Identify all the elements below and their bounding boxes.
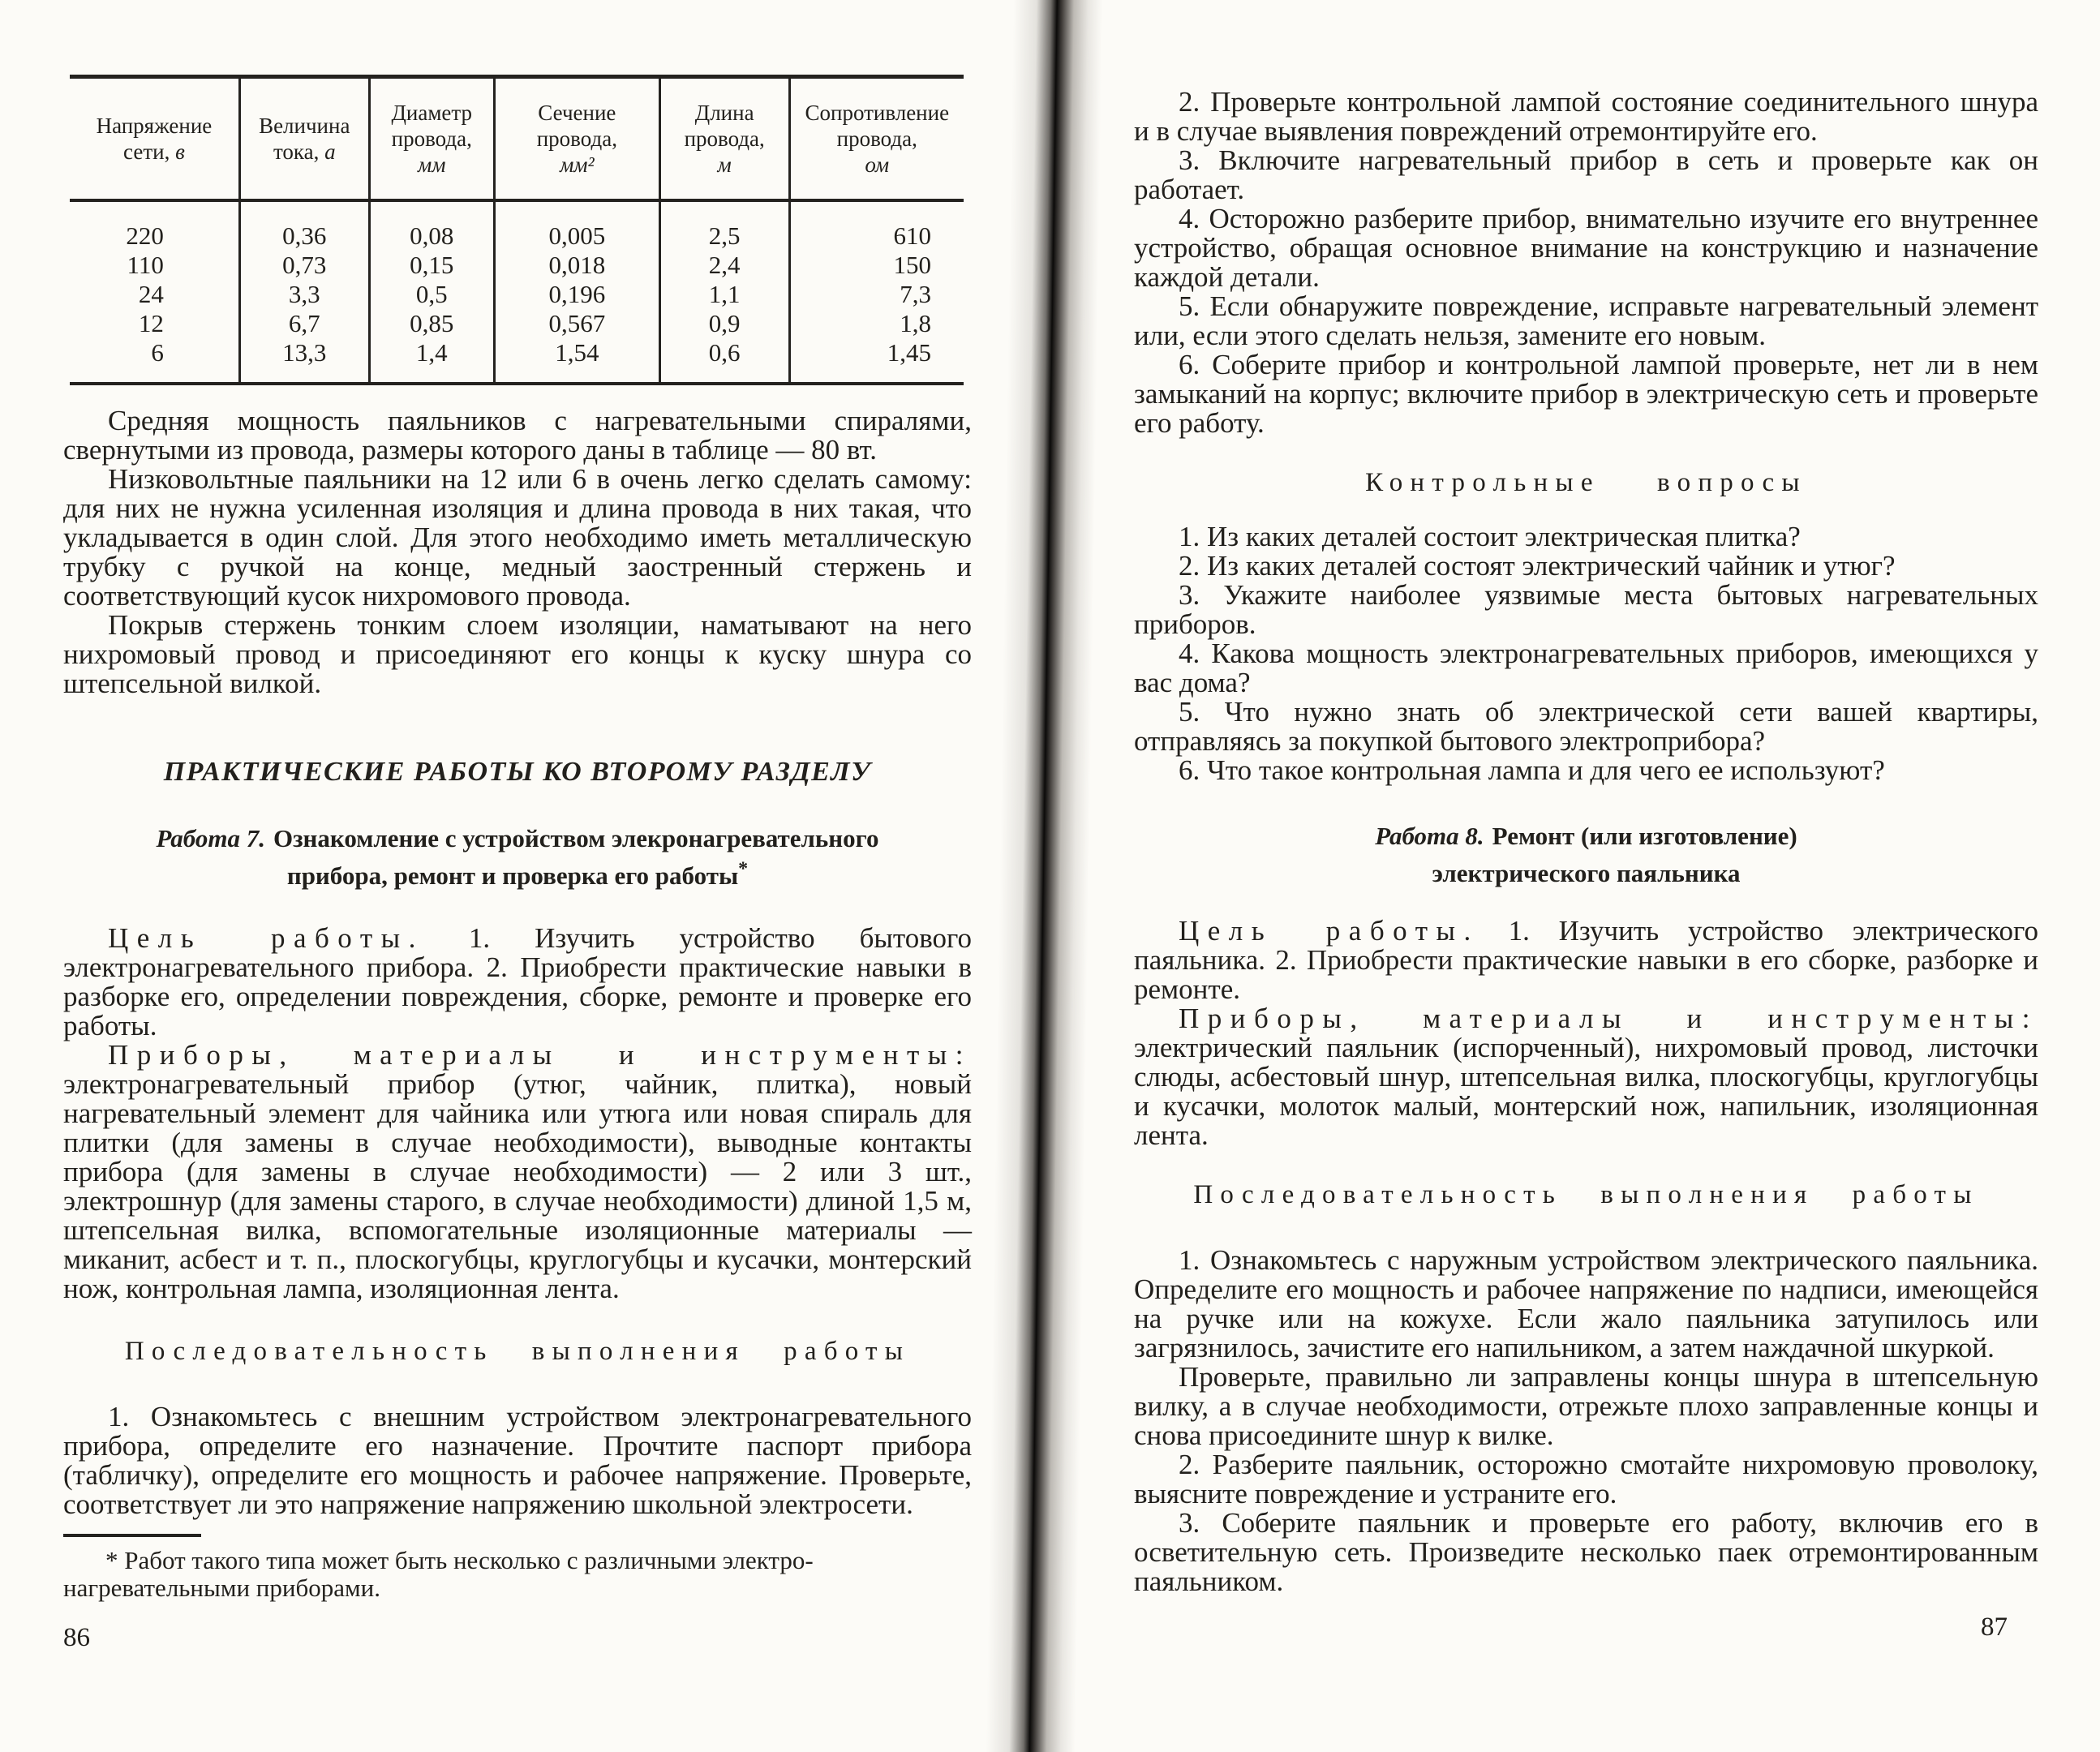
unit-label: в — [175, 140, 185, 164]
table-header-row — [70, 77, 964, 201]
paragraph-average-power: Средняя мощность паяльников с нагревательными спиралями, свернутыми из провода, размеры которого даны в таблице — 80 вт. — [63, 405, 972, 466]
table-cell: 7,3 — [789, 280, 964, 309]
table-row — [70, 309, 964, 338]
table-cell: 6 — [151, 338, 164, 367]
work7-steps-continued — [1134, 88, 2038, 438]
footnote — [63, 1547, 972, 1602]
footnote-line1: * Работ такого типа может быть несколько с различными электро- — [105, 1546, 814, 1574]
unit-label: м — [717, 152, 732, 177]
table-header-cell: Сечение провода, мм² — [494, 77, 659, 201]
right-page — [1134, 0, 2038, 1752]
work8-title-line1: Ремонт (или изготовление) — [1492, 822, 1797, 850]
work8-step: 1. Ознакомьтесь с наружным устройством электрического паяльника. Определите его мощность и рабочее напряжение по надписи, имеющейся на ручке или на кожухе. Если жало паяльника затупилось или загрязнилось, зачистите его напильником, а затем наждачной шкуркой. — [1134, 1244, 2038, 1363]
work8-title — [1134, 818, 2038, 892]
left-page — [63, 0, 972, 1752]
materials-lead: Приборы, материалы и инструменты: — [108, 1039, 972, 1071]
work7-goal — [63, 924, 972, 1041]
table-header-cell: Длина провода, м — [659, 77, 789, 201]
work7-label: Работа 7. — [156, 824, 265, 852]
work8-title-line2: электрического паяльника — [1432, 859, 1741, 887]
unit-label: мм² — [560, 152, 595, 177]
table-cell: 1,8 — [789, 309, 964, 338]
unit-label: а — [324, 140, 336, 164]
page-number-right: 87 — [1981, 1612, 2008, 1642]
work7-step: 5. Если обнаружите повреждение, исправьте нагревательный элемент или, если этого сделать нельзя, замените его новым. — [1134, 290, 2038, 351]
table-cell: 1,45 — [789, 338, 964, 384]
work8-label: Работа 8. — [1375, 822, 1484, 850]
table-cell: 24 — [138, 280, 164, 308]
table-row — [70, 251, 964, 280]
work7-title-line2: прибора, ремонт и проверка его работы — [286, 861, 739, 890]
control-questions-list — [1134, 522, 2038, 785]
goal-text: 1. Изучить устройство бытового электронагревательного прибора. 2. Приобрести практические навыки в разборке его, определении повреждения, сборке, ремонте и проверке его работы. — [63, 922, 972, 1041]
control-question: 6. Что такое контрольная лампа и для чего ее используют? — [1179, 754, 1885, 786]
table-cell: 0,567 — [494, 309, 659, 338]
control-question: 4. Какова мощность электронагревательных приборов, имеющихся у вас дома? — [1134, 638, 2038, 698]
table-cell: 220 — [126, 221, 164, 250]
work7-step: 3. Включите нагревательный прибор в сеть и проверьте как он работает. — [1134, 144, 2038, 205]
table-cell: 150 — [789, 251, 964, 280]
table-cell: 0,018 — [494, 251, 659, 280]
control-question: 2. Из каких деталей состоят электрический чайник и утюг? — [1179, 550, 1896, 582]
work7-title — [63, 820, 972, 895]
table-cell: 1,54 — [494, 338, 659, 384]
table-row — [70, 338, 964, 384]
unit-label: ом — [865, 152, 890, 177]
table-cell: 0,73 — [239, 251, 369, 280]
table-cell: 2,5 — [659, 200, 789, 251]
paragraph-low-voltage: Низковольтные паяльники на 12 или 6 в очень легко сделать самому: для них не нужна усиленная изоляция и длина провода в них такая, что укладывается в один слой. Для этого необходимо иметь металлическую трубку с ручкой на конце, медный заостренный стержень и соответствующий кусок нихромового провода. — [63, 463, 972, 612]
work7-sequence-heading: Последовательность выполнения работы — [124, 1337, 911, 1366]
work7-step: 2. Проверьте контрольной лампой состояние соединительного шнура и в случае выявления повреждений отремонтируйте его. — [1134, 86, 2038, 147]
table-cell: 0,6 — [659, 338, 789, 384]
work8-step: Проверьте, правильно ли заправлены концы шнура в штепсельную вилку, а в случае необходимости, отрежьте плохо заправленные концы и снова присоедините шнур к вилке. — [1134, 1361, 2038, 1451]
materials-text: электрический паяльник (испорченный), нихромовый провод, листочки слюды, асбестовый шнур, штепсельная вилка, плоскогубцы, круглогубцы и кусачки, молоток малый, монтерский нож, напильник, изоляционная лента. — [1134, 1032, 2038, 1151]
table-cell: 0,15 — [369, 251, 494, 280]
table-cell: 0,196 — [494, 280, 659, 309]
table-cell: 12 — [138, 309, 164, 337]
page-gutter-shadow — [985, 0, 1103, 1752]
work8-sequence-heading: Последовательность выполнения работы — [1193, 1180, 1979, 1209]
footnote-asterisk: * — [738, 858, 749, 880]
work7-step: 6. Соберите прибор и контрольной лампой проверьте, нет ли в нем замыканий на корпус; включите прибор в электрическую сеть и проверьте его работу. — [1134, 349, 2038, 439]
section-heading-practical-works: ПРАКТИЧЕСКИЕ РАБОТЫ КО ВТОРОМУ РАЗДЕЛУ — [163, 757, 872, 787]
work8-steps-list — [1134, 1246, 2038, 1596]
work8-step: 2. Разберите паяльник, осторожно смотайте нихромовую проволоку, выясните повреждение и устраните его. — [1134, 1449, 2038, 1509]
table-cell: 0,5 — [369, 280, 494, 309]
table-cell: 1,4 — [369, 338, 494, 384]
paragraph-winding: Покрыв стержень тонким слоем изоляции, наматывают на него нихромовый провод и присоединяют его концы к куску шнура со штепсельной вилкой. — [63, 609, 972, 699]
work7-step: 4. Осторожно разберите прибор, внимательно изучите его внутреннее устройство, обращая основное внимание на конструкцию и назначение каждой детали. — [1134, 203, 2038, 293]
work8-step: 3. Соберите паяльник и проверьте его работу, включив его в осветительную сеть. Произведите несколько паек отремонтированным паяльником. — [1134, 1507, 2038, 1597]
goal-lead: Цель работы. — [108, 922, 424, 954]
unit-label: мм — [418, 152, 446, 177]
table-header-cell: Величина тока, а — [239, 77, 369, 201]
table-header-cell: Сопротивление провода, ом — [789, 77, 964, 201]
table-header — [70, 77, 964, 201]
table-cell: 6,7 — [239, 309, 369, 338]
work8-goal — [1134, 917, 2038, 1004]
wire-parameters-table — [70, 75, 964, 385]
table-cell: 0,005 — [494, 200, 659, 251]
control-questions-heading: Контрольные вопросы — [1365, 468, 1807, 497]
work7-title-line1: Ознакомление с устройством элекронагревательного — [273, 824, 879, 852]
table-cell: 1,1 — [659, 280, 789, 309]
table-cell: 3,3 — [239, 280, 369, 309]
control-question: 1. Из каких деталей состоит электрическая плитка? — [1179, 521, 1801, 552]
page-number-left: 86 — [63, 1623, 90, 1652]
footnote-separator — [63, 1534, 201, 1537]
table-row — [70, 280, 964, 309]
table-cell: 2,4 — [659, 251, 789, 280]
work8-materials — [1134, 1004, 2038, 1150]
goal-lead: Цель работы. — [1179, 915, 1479, 947]
table-cell: 110 — [127, 251, 164, 279]
table-cell: 610 — [789, 200, 964, 251]
footnote-line2: нагревательными приборами. — [63, 1574, 380, 1602]
work7-step-1: 1. Ознакомьтесь с внешним устройством электронагревательного прибора, определите его назначение. Прочтите паспорт прибора (табличку), определите его мощность и рабочее напряжение. Проверьте, соответствует ли это напряжение напряжению школьной электросети. — [63, 1401, 972, 1520]
table-cell: 0,85 — [369, 309, 494, 338]
materials-text: электронагревательный прибор (утюг, чайник, плитка), новый нагревательный элемент для чайника или утюга или новая спираль для плитки (для замены в случае необходимости), выводные контакты прибора (для замены в случае необходимости) — 2 или 3 шт., электрошнур (для замены старого, в случае необходимости) длиной 1,5 м, штепсельная вилка, вспомогательные изоляционные материалы — миканит, асбест и т. п., плоскогубцы, круглогубцы и кусачки, монтерский нож, контрольная лампа, изоляционная лента. — [63, 1068, 972, 1304]
table-cell: 0,08 — [369, 200, 494, 251]
table-cell: 0,9 — [659, 309, 789, 338]
table-body — [70, 200, 964, 384]
goal-text: 1. Изучить устройство электрического паяльника. 2. Приобрести практические навыки в его сборке, разборке и ремонте. — [1134, 915, 2039, 1005]
control-question: 5. Что нужно знать об электрической сети вашей квартиры, отправляясь за покупкой бытового электроприбора? — [1134, 696, 2038, 757]
work7-materials — [63, 1041, 972, 1303]
materials-lead: Приборы, материалы и инструменты: — [1179, 1003, 2038, 1034]
table-header-cell: Диаметр провода, мм — [369, 77, 494, 201]
table-cell: 0,36 — [239, 200, 369, 251]
table-row — [70, 200, 964, 251]
control-question: 3. Укажите наиболее уязвимые места бытовых нагревательных приборов. — [1134, 579, 2038, 640]
table-header-cell: Напряжение сети, в — [70, 77, 239, 201]
table-cell: 13,3 — [239, 338, 369, 384]
